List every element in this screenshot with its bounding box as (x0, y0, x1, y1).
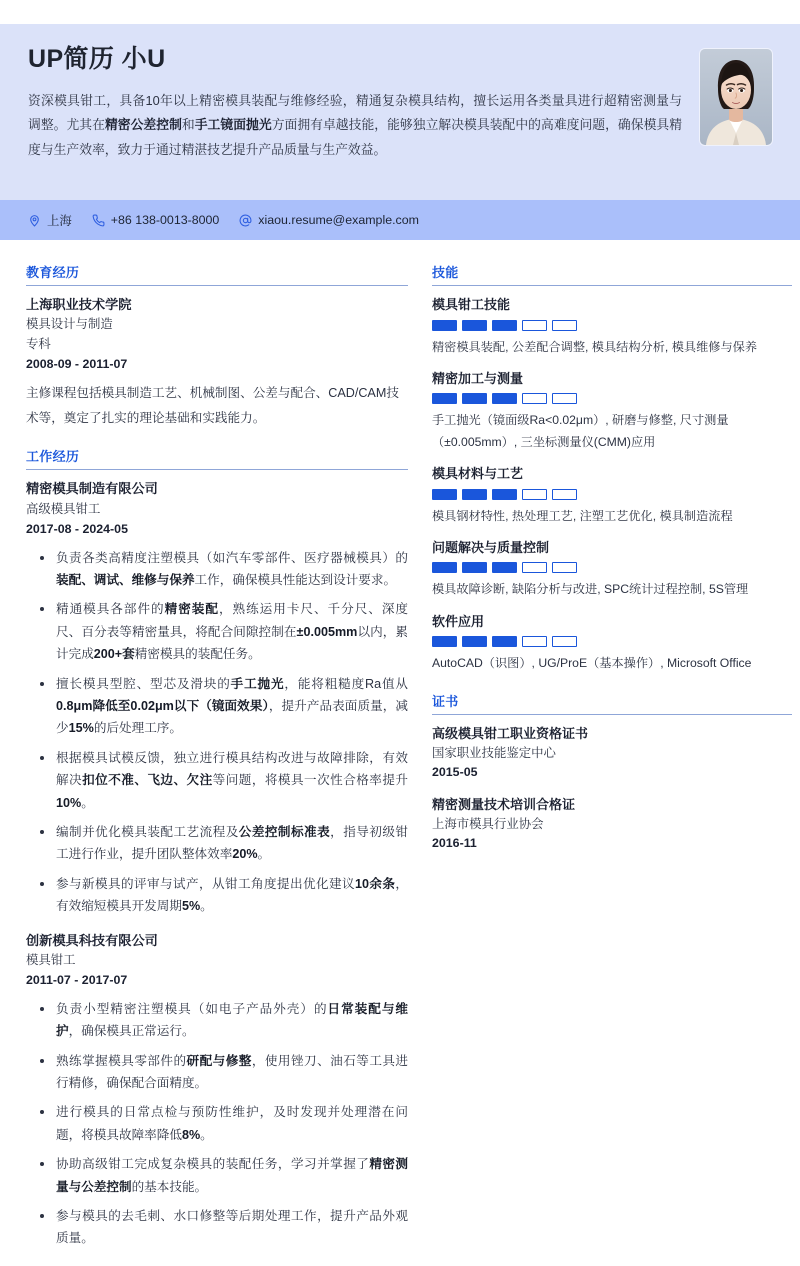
skill-level-meter (432, 636, 792, 647)
email-at-icon (239, 214, 252, 227)
contact-phone[interactable] (92, 213, 220, 227)
skill-segment-empty (522, 393, 547, 404)
phone-icon (92, 214, 105, 227)
section-education (26, 262, 408, 430)
skill-group (432, 464, 792, 527)
section-title-work: 工作经历 (26, 446, 408, 470)
certificate-name: 高级模具钳工职业资格证书 (432, 725, 589, 741)
skill-segment-filled (432, 393, 457, 404)
certificate-entries (432, 724, 792, 854)
work-bullet: 进行模具的日常点检与预防性维护，及时发现并处理潜在问题，将模具故障率降低8%。 (26, 1101, 408, 1146)
skill-segment-empty (552, 393, 577, 404)
skill-level-meter (432, 320, 792, 331)
work-entries (26, 479, 408, 1249)
location-pin-icon (28, 214, 41, 227)
skill-group-name: 问题解决与质量控制 (432, 539, 550, 555)
section-title-certificates: 证书 (432, 691, 792, 715)
skill-segment-empty (522, 562, 547, 573)
contact-location-value: 上海 (47, 214, 72, 228)
skill-segment-empty (552, 562, 577, 573)
work-bullet: 负责小型精密注塑模具（如电子产品外壳）的日常装配与维护，确保模具正常运行。 (26, 998, 408, 1043)
skill-segment-filled (492, 562, 517, 573)
certificate-entry (432, 724, 792, 783)
right-column (432, 262, 792, 870)
skill-segment-filled (462, 489, 487, 500)
education-date: 2008-09 - 2011-07 (26, 356, 128, 371)
skill-level-meter (432, 393, 792, 404)
contact-phone-value: +86 138-0013-8000 (110, 213, 220, 227)
work-bullet: 根据模具试模反馈，独立进行模具结构改进与故障排除，有效解决扣位不准、飞边、欠注等问题，将模具一次性合格率提升10%。 (26, 747, 408, 814)
work-entry (26, 931, 408, 1250)
work-bullet: 熟练掌握模具零部件的研配与修整，使用锉刀、油石等工具进行精修，确保配合面精度。 (26, 1050, 408, 1095)
skill-items: 模具钢材特性, 热处理工艺, 注塑工艺优化, 模具制造流程 (432, 508, 733, 523)
contact-location (28, 211, 72, 229)
section-title-skills: 技能 (432, 262, 792, 286)
skill-group-name: 模具钳工技能 (432, 297, 511, 312)
skill-segment-filled (432, 489, 457, 500)
certificate-entry (432, 795, 792, 854)
skill-segment-empty (522, 320, 547, 331)
skill-items: AutoCAD（识图）, UG/ProE（基本操作）, Microsoft Office (432, 656, 752, 671)
skill-segment-empty (552, 320, 577, 331)
education-school: 上海职业技术学院 (26, 297, 132, 312)
certificate-date: 2015-05 (432, 764, 478, 779)
contact-email-value: xiaou.resume@example.com (258, 213, 419, 227)
skill-level-meter (432, 562, 792, 573)
work-bullet: 参与新模具的评审与试产，从钳工角度提出优化建议10余条，有效缩短模具开发周期5%。 (26, 873, 408, 918)
work-bullet: 协助高级钳工完成复杂模具的装配任务，学习并掌握了精密测量与公差控制的基本技能。 (26, 1153, 408, 1198)
profile-photo-icon (700, 49, 772, 145)
avatar (700, 49, 772, 145)
section-certificates (432, 691, 792, 854)
contact-email[interactable] (239, 213, 419, 227)
section-title-education: 教育经历 (26, 262, 408, 286)
skill-segment-filled (462, 562, 487, 573)
work-bullets (26, 547, 408, 918)
header-text-block (28, 46, 700, 163)
education-degree: 专科 (26, 336, 51, 351)
page-title: UP简历 小U (28, 45, 166, 73)
resume-body (0, 240, 800, 1266)
work-entry (26, 479, 408, 917)
skill-group (432, 612, 792, 675)
skill-level-meter (432, 489, 792, 500)
education-description: 主修课程包括模具制造工艺、机械制图、公差与配合、CAD/CAM技术等，奠定了扎实的理论基础和实践能力。 (26, 386, 399, 425)
skill-segment-filled (432, 636, 457, 647)
education-entry (26, 295, 408, 430)
skill-segment-empty (552, 636, 577, 647)
skill-group (432, 369, 792, 453)
resume-header (0, 24, 800, 200)
work-position: 高级模具钳工 (26, 501, 101, 516)
work-position: 模具钳工 (26, 953, 76, 968)
work-bullet: 参与模具的去毛刺、水口修整等后期处理工作，提升产品外观质量。 (26, 1205, 408, 1250)
education-entries (26, 295, 408, 430)
work-bullet: 擅长模具型腔、型芯及滑块的手工抛光，能将粗糙度Ra值从0.8μm降低至0.02μm以下（镜面效果），提升产品表面质量，减少15%的后处理工序。 (26, 673, 408, 740)
work-bullet: 负责各类高精度注塑模具（如汽车零部件、医疗器械模具）的装配、调试、维修与保养工作，确保模具性能达到设计要求。 (26, 547, 408, 592)
skill-segment-filled (432, 562, 457, 573)
section-work (26, 446, 408, 1249)
skill-group (432, 538, 792, 601)
skill-segment-filled (492, 320, 517, 331)
work-company: 创新模具科技有限公司 (26, 932, 158, 948)
skill-group-name: 软件应用 (432, 613, 485, 629)
certificate-name: 精密测量技术培训合格证 (432, 796, 576, 812)
work-bullet: 精通模具各部件的精密装配，熟练运用卡尺、千分尺、深度尺、百分表等精密量具，将配合间隙控制在±0.005mm以内，累计完成200+套精密模具的装配任务。 (26, 598, 408, 665)
work-date: 2011-07 - 2017-07 (26, 973, 128, 988)
profile-summary: 资深模具钳工，具备10年以上精密模具装配与维修经验，精通复杂模具结构，擅长运用各类量具进行超精密测量与调整。尤其在精密公差控制和手工镜面抛光方面拥有卓越技能，能够独立解决模具装配中的高难度问题，确保模具精度与生产效率，致力于通过精湛技艺提升产品质量与生产效益。 (28, 92, 683, 158)
skill-segment-filled (492, 636, 517, 647)
work-bullets (26, 998, 408, 1250)
left-column (26, 262, 408, 1266)
work-company: 精密模具制造有限公司 (26, 481, 158, 497)
skill-segment-filled (492, 393, 517, 404)
skill-segment-filled (462, 636, 487, 647)
skill-segment-empty (522, 636, 547, 647)
work-bullet: 编制并优化模具装配工艺流程及公差控制标准表，指导初级钳工进行作业，提升团队整体效率20%。 (26, 821, 408, 866)
skill-segment-empty (522, 489, 547, 500)
contact-bar (0, 200, 800, 240)
certificate-issuer: 上海市模具行业协会 (432, 816, 544, 831)
skill-items: 模具故障诊断, 缺陷分析与改进, SPC统计过程控制, 5S管理 (432, 582, 749, 597)
skill-segment-empty (552, 489, 577, 500)
skill-segment-filled (492, 489, 517, 500)
work-date: 2017-08 - 2024-05 (26, 522, 128, 537)
skill-group (432, 295, 792, 358)
skill-group-name: 精密加工与测量 (432, 370, 524, 386)
skill-items: 精密模具装配, 公差配合调整, 模具结构分析, 模具维修与保养 (432, 339, 758, 354)
skill-groups (432, 295, 792, 675)
certificate-issuer: 国家职业技能鉴定中心 (432, 745, 556, 760)
skill-segment-filled (432, 320, 457, 331)
skill-items: 手工抛光（镜面级Ra<0.02μm）, 研磨与修整, 尺寸测量（±0.005mm）, 三坐标测量仪(CMM)应用 (432, 413, 729, 449)
skill-segment-filled (462, 393, 487, 404)
skill-segment-filled (462, 320, 487, 331)
education-major: 模具设计与制造 (26, 317, 113, 332)
section-skills (432, 262, 792, 675)
skill-group-name: 模具材料与工艺 (432, 466, 524, 482)
certificate-date: 2016-11 (432, 836, 477, 851)
